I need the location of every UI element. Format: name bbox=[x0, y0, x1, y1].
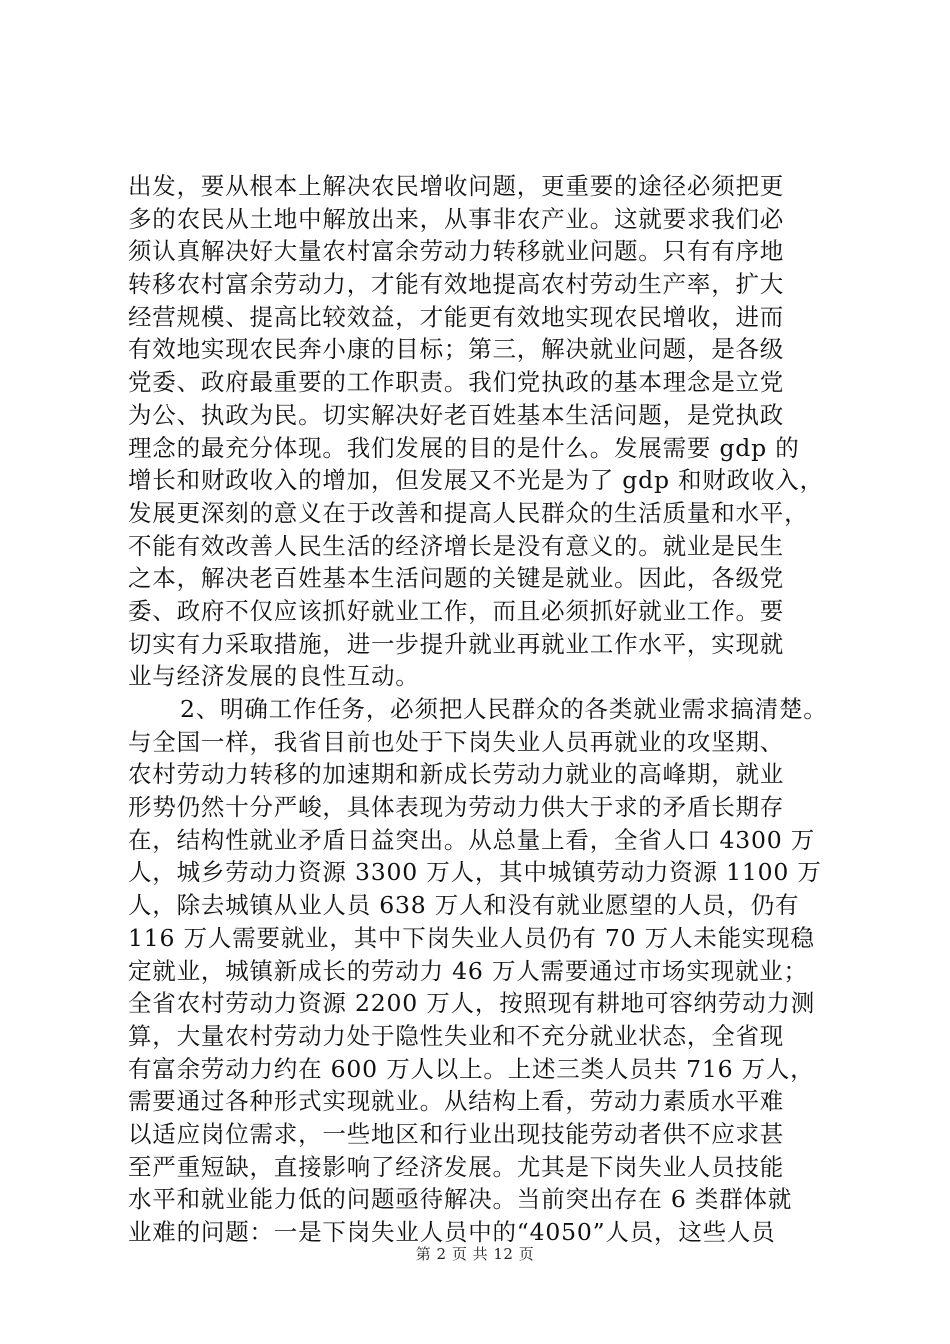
text-line: 出发，要从根本上解决农民增收问题，更重要的途径必须把更 bbox=[128, 172, 785, 200]
text-line: 以适应岗位需求，一些地区和行业出现技能劳动者供不应求甚 bbox=[128, 1119, 785, 1148]
text-line: 116 万人需要就业，其中下岗失业人员仍有 70 万人未能实现稳 bbox=[128, 923, 815, 952]
text-line: 业难的问题：一是下岗失业人员中的“4050”人员，这些人员 bbox=[128, 1218, 776, 1246]
text-line: 人，除去城镇从业人员 638 万人和没有就业愿望的人员，仍有 bbox=[128, 891, 800, 920]
text-line: 切实有力采取措施，进一步提升就业再就业工作水平，实现就 bbox=[128, 629, 785, 658]
text-line: 发展更深刻的意义在于改善和提高人民群众的生活质量和水平， bbox=[128, 498, 809, 527]
text-line: 业与经济发展的良性互动。 bbox=[128, 662, 420, 691]
text-line: 不能有效改善人民生活的经济增长是没有意义的。就业是民生 bbox=[128, 531, 785, 560]
text-line: 有富余劳动力约在 600 万人以上。上述三类人员共 716 万人， bbox=[128, 1054, 815, 1083]
text-line: 多的农民从土地中解放出来，从事非农产业。这就要求我们必 bbox=[128, 204, 785, 233]
text-line: 需要通过各种形式实现就业。从结构上看，劳动力素质水平难 bbox=[128, 1087, 785, 1116]
text-line: 算，大量农村劳动力处于隐性失业和不充分就业状态，全省现 bbox=[128, 1021, 785, 1050]
text-line: 经营规模、提高比较效益，才能更有效地实现农民增收，进而 bbox=[128, 302, 785, 331]
text-line: 委、政府不仅应该抓好就业工作，而且必须抓好就业工作。要 bbox=[128, 596, 785, 625]
text-line: 之本，解决老百姓基本生活问题的关键是就业。因此，各级党 bbox=[128, 564, 785, 593]
text-line: 至严重短缺，直接影响了经济发展。尤其是下岗失业人员技能 bbox=[128, 1152, 785, 1181]
text-line: 水平和就业能力低的问题亟待解决。当前突出存在 6 类群体就 bbox=[128, 1185, 793, 1214]
text-line: 党委、政府最重要的工作职责。我们党执政的基本理念是立党 bbox=[128, 368, 785, 397]
text-line: 为公、执政为民。切实解决好老百姓基本生活问题，是党执政 bbox=[128, 400, 785, 429]
body-text bbox=[128, 170, 858, 1249]
page-number-footer: 第 2 页 共 12 页 bbox=[415, 1245, 535, 1263]
text-line: 人，城乡劳动力资源 3300 万人，其中城镇劳动力资源 1100 万 bbox=[128, 858, 822, 887]
text-line: 形势仍然十分严峻，具体表现为劳动力供大于求的矛盾长期存 bbox=[128, 793, 785, 822]
text-line: 定就业，城镇新成长的劳动力 46 万人需要通过市场实现就业； bbox=[128, 956, 808, 985]
text-line: 全省农村劳动力资源 2200 万人，按照现有耕地可容纳劳动力测 bbox=[128, 989, 816, 1018]
text-line: 有效地实现农民奔小康的目标；第三，解决就业问题，是各级 bbox=[128, 335, 785, 364]
text-line: 增长和财政收入的增加，但发展又不光是为了 gdp 和财政收入， bbox=[128, 466, 824, 495]
text-line: 农村劳动力转移的加速期和新成长劳动力就业的高峰期，就业 bbox=[128, 760, 785, 789]
text-line: 在，结构性就业矛盾日益突出。从总量上看，全省人口 4300 万 bbox=[128, 825, 816, 854]
section-heading-line: 2、明确工作任务，必须把人民群众的各类就业需求搞清楚。 bbox=[180, 695, 828, 723]
text-line: 须认真解决好大量农村富余劳动力转移就业问题。只有有序地 bbox=[128, 237, 785, 266]
text-line: 理念的最充分体现。我们发展的目的是什么。发展需要 gdp 的 bbox=[128, 433, 800, 462]
text-line: 与全国一样，我省目前也处于下岗失业人员再就业的攻坚期、 bbox=[128, 727, 785, 756]
text-line: 转移农村富余劳动力，才能有效地提高农村劳动生产率，扩大 bbox=[128, 270, 785, 299]
